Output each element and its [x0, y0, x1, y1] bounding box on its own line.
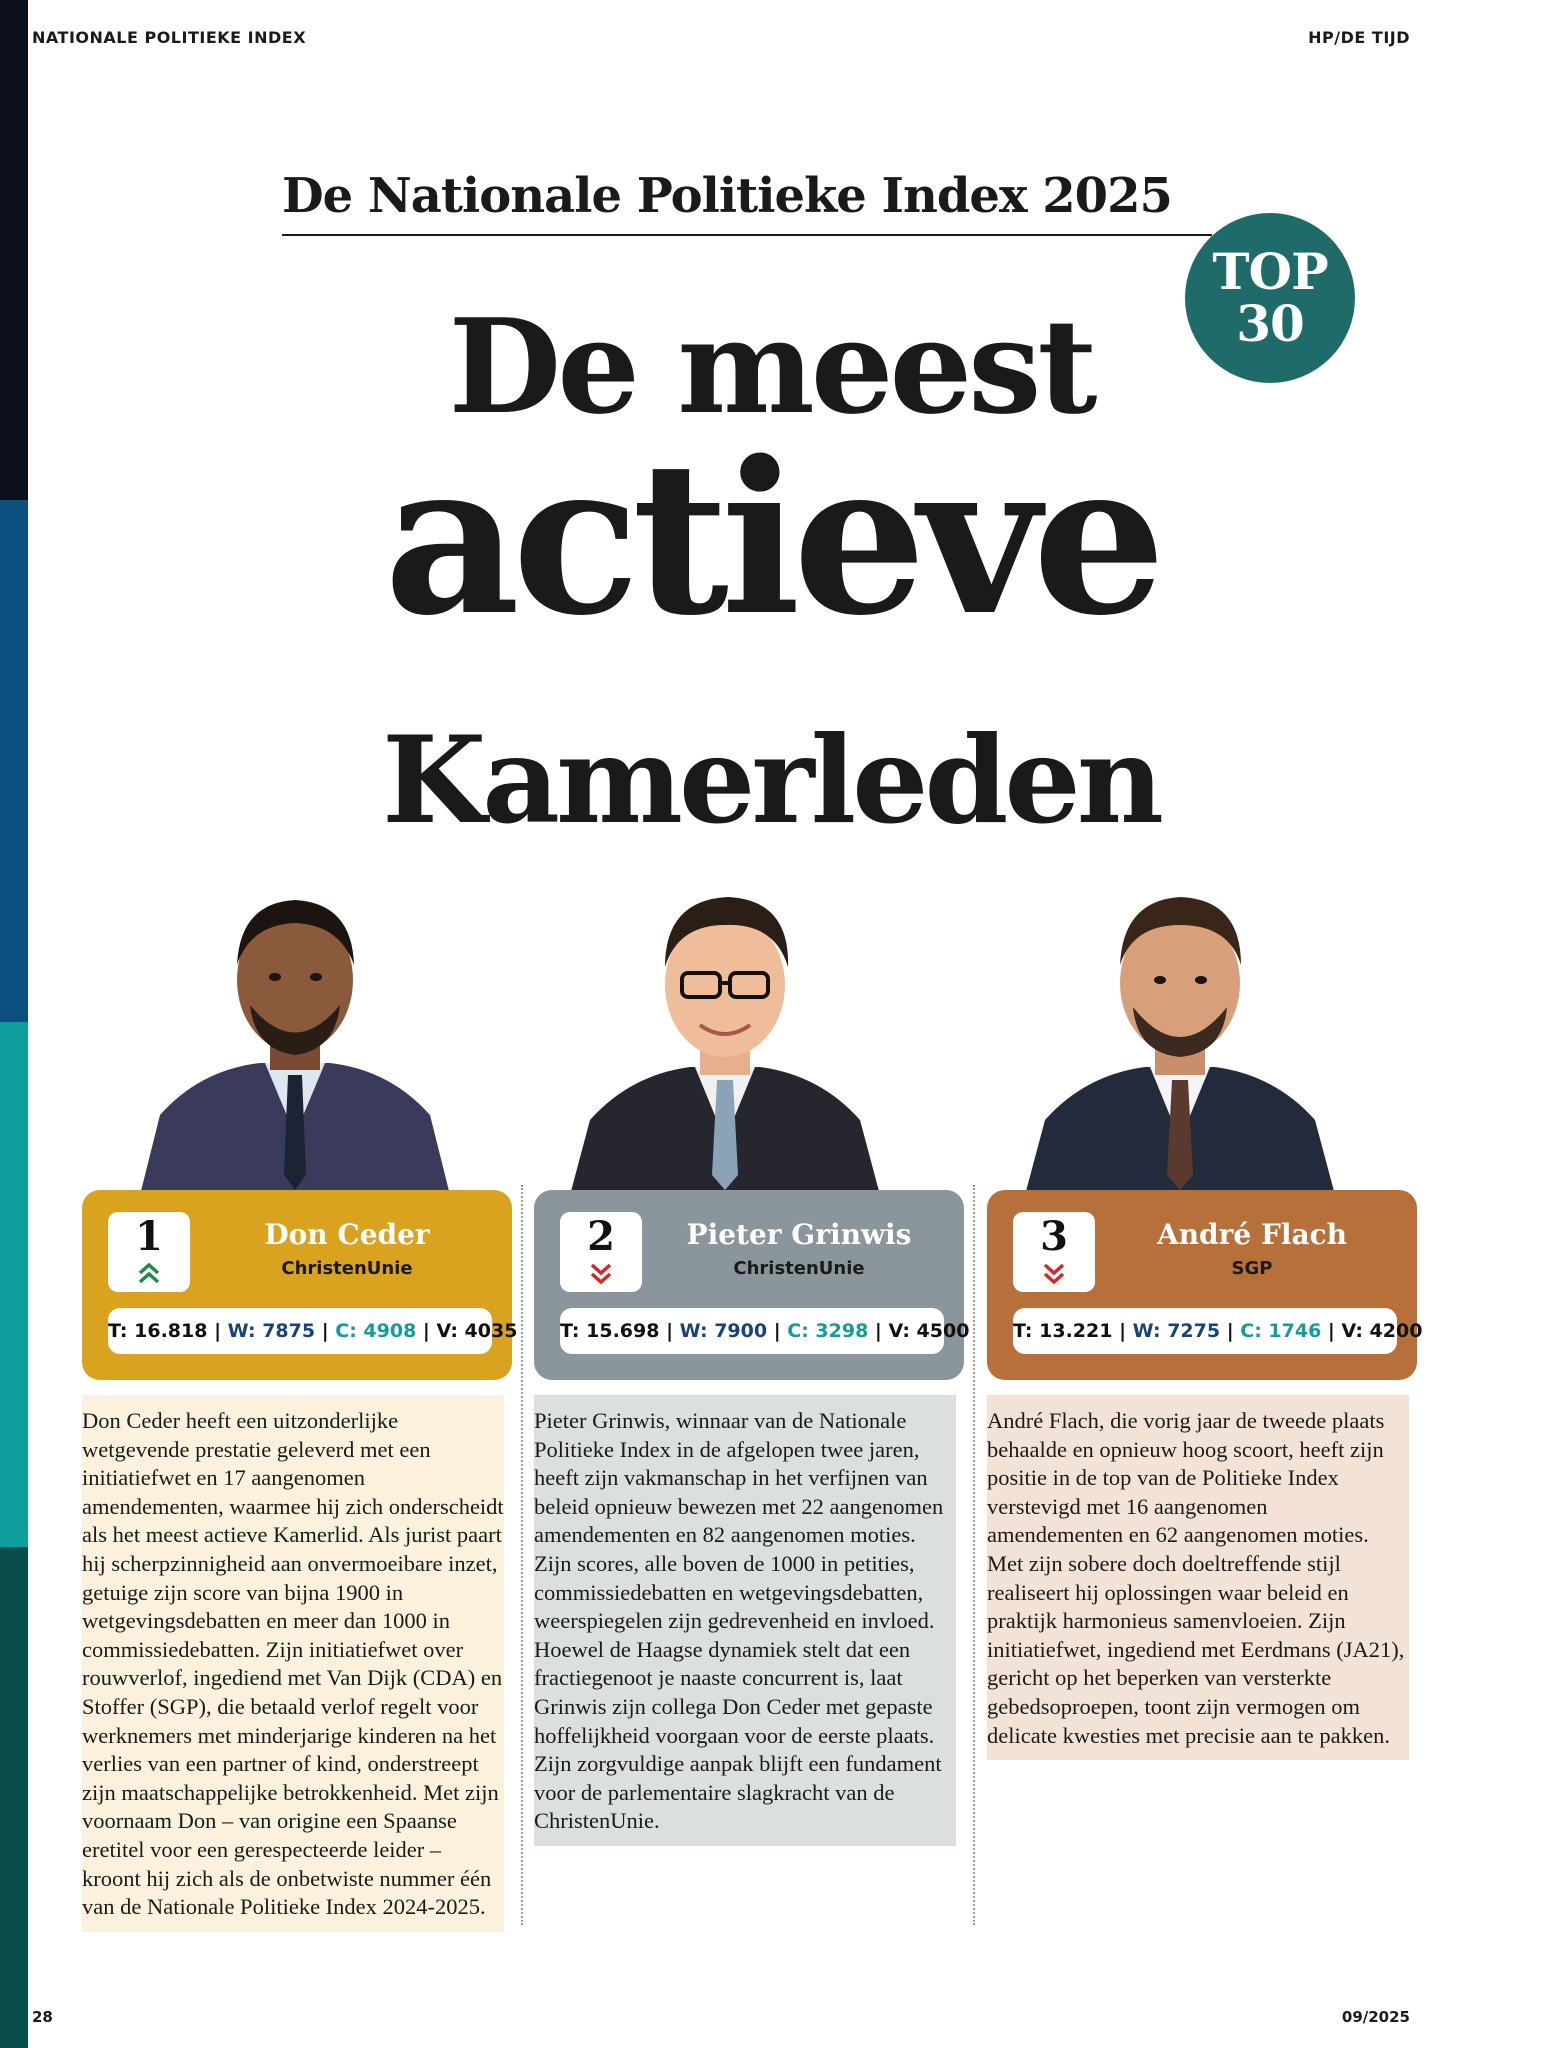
member-text-2 — [534, 1395, 956, 1846]
member-description: Pieter Grinwis, winnaar van de Nationale Politieke Index in de afgelopen twee jaren, heeft zijn vakmanschap in het verfijnen van beleid opnieuw bewezen met 22 aangenomen amendementen en 82 aangenomen moties. Zijn scores, alle boven de 1000 in petities, commissiedebatten en wetgevingsdebatten, weerspiegelen zijn gedrevenheid en invloed. Hoewel de Haagse dynamiek stelt dat een fractiegenoot je naaste concurrent is, laat Grinwis zijn collega Don Ceder met gepaste hoffelijkheid voorgaan voor de eerste plaats. Zijn zorgvuldige aanpak blijft een fundament voor de parlementaire slagkracht van de ChristenUnie. — [534, 1408, 944, 1834]
kicker-title: De Nationale Politieke Index 2025 — [282, 168, 1172, 224]
issue-number: 09/2025 — [1341, 2008, 1410, 2026]
stat-total: T: 15.698 — [560, 1320, 660, 1342]
rank-box — [1013, 1212, 1095, 1292]
badge-line-2: 30 — [1236, 294, 1304, 353]
portrait-member-2 — [560, 885, 890, 1195]
column-separator — [973, 1185, 975, 1925]
stat-total: T: 16.818 — [108, 1320, 208, 1342]
stats-bar: T: 13.221 | W: 7275 | C: 1746 | V: 4200 — [1013, 1308, 1397, 1354]
stat-c: C: 3298 — [787, 1320, 869, 1342]
member-description: Don Ceder heeft een uitzonderlijke wetgevende prestatie geleverd met een initiatiefwet en 17 aangenomen amendementen, waarmee hij zich onderscheidt als het meest actieve Kamerlid. Als jurist paart hij scherpzinnigheid aan onvermoeibare inzet, getuige zijn score van bijna 1900 in wetgevingsdebatten en meer dan 1000 in commissiedebatten. Zijn initiatiefwet over rouwverlof, ingediend met Van Dijk (CDA) en Stoffer (SGP), die betaald verlof regelt voor werknemers met minderjarige kinderen na het verlies van een partner of kind, onderstreept zijn maatschappelijke betrokkenheid. Met zijn voornaam Don – van origine een Spaanse eretitel voor een gerespecteerde leider – kroont hij zich als de onbetwiste nummer één van de Nationale Politieke Index 2024-2025. — [82, 1408, 504, 1920]
member-name: Pieter Grinwis — [686, 1218, 912, 1251]
stats-bar: T: 15.698 | W: 7900 | C: 3298 | V: 4500 — [560, 1308, 944, 1354]
member-party: ChristenUnie — [281, 1258, 413, 1279]
stat-w: W: 7875 — [227, 1320, 316, 1342]
member-card-2 — [534, 1190, 970, 1380]
member-text-3 — [987, 1395, 1409, 1760]
headline-line-1: De meest — [448, 290, 1094, 443]
stat-c: C: 1746 — [1240, 1320, 1322, 1342]
portrait-member-1 — [130, 885, 460, 1195]
double-chevron-down-icon — [560, 1260, 642, 1290]
member-card-3 — [987, 1190, 1423, 1380]
rank-number: 1 — [135, 1213, 163, 1260]
member-text-1 — [82, 1395, 504, 1932]
running-head-section: NATIONALE POLITIEKE INDEX — [32, 28, 307, 47]
member-name: Don Ceder — [264, 1218, 430, 1251]
headline-line-2: actieve — [384, 415, 1158, 662]
member-party: ChristenUnie — [733, 1258, 865, 1279]
stat-w: W: 7275 — [1132, 1320, 1221, 1342]
rank-box — [108, 1212, 190, 1292]
badge-line-1: TOP — [1212, 242, 1328, 301]
headline-line-3: Kamerleden — [381, 710, 1161, 851]
rank-number: 2 — [587, 1213, 615, 1260]
rank-number: 3 — [1040, 1213, 1068, 1260]
column-separator — [521, 1185, 523, 1925]
stats-bar: T: 16.818 | W: 7875 | C: 4908 | V: 4035 — [108, 1308, 492, 1354]
stat-v: V: 4200 — [1341, 1320, 1423, 1342]
running-head-publication: HP/DE TIJD — [1308, 28, 1410, 47]
stat-total: T: 13.221 — [1013, 1320, 1113, 1342]
stat-w: W: 7900 — [679, 1320, 768, 1342]
rank-box — [560, 1212, 642, 1292]
side-stripe-dark-teal — [0, 1547, 28, 2048]
stat-v: V: 4035 — [436, 1320, 518, 1342]
double-chevron-up-icon — [108, 1260, 190, 1290]
double-chevron-down-icon — [1013, 1260, 1095, 1290]
portrait-member-3 — [1015, 885, 1345, 1195]
stat-c: C: 4908 — [335, 1320, 417, 1342]
member-name: André Flach — [1156, 1218, 1348, 1251]
member-description: André Flach, die vorig jaar de tweede plaats behaalde en opnieuw hoog scoort, heeft zijn positie in de top van de Politieke Index verstevigd met 16 aangenomen amendementen en 62 aangenomen moties. Met zijn sobere doch doeltreffende stijl realiseert hij oplossingen waar beleid en praktijk harmonieus samenvloeien. Zijn initiatiefwet, ingediend met Eerdmans (JA21), gericht op het beperken van versterkte gebedsoproepen, toont zijn vermogen om delicate kwesties met precisie aan te pakken. — [987, 1408, 1405, 1748]
member-card-1 — [82, 1190, 518, 1380]
side-stripe-teal — [0, 1022, 28, 1547]
page-number: 28 — [32, 2008, 53, 2026]
member-party: SGP — [1231, 1258, 1273, 1279]
kicker-underline — [282, 234, 1212, 236]
stat-v: V: 4500 — [888, 1320, 970, 1342]
